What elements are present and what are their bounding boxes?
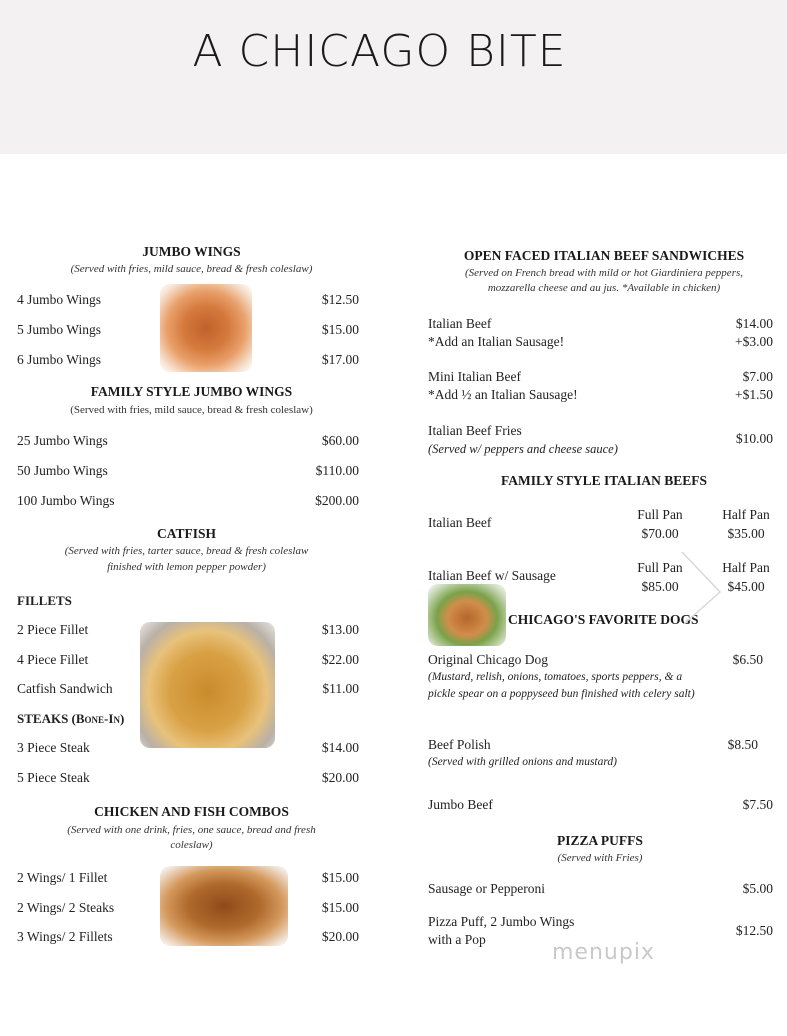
menu-item: 3 Wings/ 2 Fillets [17,929,113,944]
hot-dog-photo [428,584,506,646]
menu-price: $60.00 [321,433,359,448]
menu-price: $10.00 [735,431,773,446]
full-pan-label: Full Pan [637,560,683,575]
steaks-subheading: STEAKS (Bone-In) [17,711,125,726]
pizza-puffs-note: (Served with Fries) [557,852,643,864]
menu-item: 6 Jumbo Wings [17,352,101,367]
menu-price: $14.00 [321,740,359,755]
menu-item: Italian Beef [428,316,492,331]
menu-item: Italian Beef Fries [428,423,522,438]
menu-item: 4 Jumbo Wings [17,292,101,307]
menu-price: $110.00 [315,463,359,478]
menu-item: Beef Polish [428,737,491,752]
menu-item: 100 Jumbo Wings [17,493,115,508]
combos-note-line2: coleslaw) [170,839,213,851]
menu-price: $14.00 [735,316,773,331]
catfish-note-line2: finished with lemon pepper powder) [107,561,266,573]
menu-item: 3 Piece Steak [17,740,90,755]
family-wings-note: (Served with fries, mild sauce, bread & fresh coleslaw) [70,404,313,416]
menu-item: 4 Piece Fillet [17,652,89,667]
menu-price: $7.00 [742,369,773,384]
watermark: menupix [552,940,655,965]
menu-price: $15.00 [321,322,359,337]
jumbo-wings-heading: JUMBO WINGS [142,244,241,259]
half-pan-price: $35.00 [727,526,765,541]
menu-item-description: (Served w/ peppers and cheese sauce) [428,442,618,456]
menu-price: $12.50 [321,292,359,307]
decorative-arrow-icon [660,548,730,628]
menu-item: Italian Beef w/ Sausage [428,568,556,583]
fillets-subheading: FILLETS [17,593,72,608]
family-beef-heading: FAMILY STYLE ITALIAN BEEFS [501,473,707,488]
menu-price: $11.00 [322,681,359,696]
dogs-heading: CHICAGO'S FAVORITE DOGS [508,612,699,627]
restaurant-title: A CHICAGO BITE [192,26,567,77]
menu-item: Mini Italian Beef [428,369,521,384]
italian-beef-note-line2: mozzarella cheese and au jus. *Available in chicken) [487,282,721,294]
full-pan-price: $85.00 [641,579,679,594]
jumbo-wings-note: (Served with fries, mild sauce, bread & fresh coleslaw) [70,263,313,275]
menu-item: 50 Jumbo Wings [17,463,108,478]
jumbo-wings-photo [160,284,252,372]
menu-item: 2 Wings/ 1 Fillet [17,870,108,885]
menu-price: $6.50 [732,652,763,667]
menu-addon: *Add ½ an Italian Sausage! [428,387,578,402]
menu-item: Sausage or Pepperoni [428,881,545,896]
pizza-puffs-heading: PIZZA PUFFS [557,833,643,848]
menu-price: $200.00 [315,493,359,508]
menu-addon-price: +$3.00 [735,334,773,349]
menu-item: 25 Jumbo Wings [17,433,108,448]
full-pan-label: Full Pan [637,507,683,522]
menu-price: $15.00 [321,900,359,915]
menu-item-description: (Mustard, relish, onions, tomatoes, sports peppers, & a [428,671,683,683]
menu-item: Catfish Sandwich [17,681,113,696]
menu-item: with a Pop [428,932,486,947]
combos-heading: CHICKEN AND FISH COMBOS [94,804,289,819]
italian-beef-heading: OPEN FACED ITALIAN BEEF SANDWICHES [463,248,745,263]
half-pan-price: $45.00 [727,579,765,594]
menu-item: Original Chicago Dog [428,652,548,667]
half-pan-label: Half Pan [722,507,770,522]
italian-beef-note-line1: (Served on French bread with mild or hot Giardiniera peppers, [464,267,744,279]
menu-price: $22.00 [321,652,359,667]
header-banner [0,0,787,154]
catfish-photo [140,622,275,748]
menu-price: $5.00 [742,881,773,896]
menu-item: Italian Beef [428,515,492,530]
menu-price: $15.00 [321,870,359,885]
menu-item: 2 Wings/ 2 Steaks [17,900,115,915]
combos-note-line1: (Served with one drink, fries, one sauce, bread and fresh [67,824,316,836]
menu-price: $20.00 [321,770,359,785]
menu-item-description: (Served with grilled onions and mustard) [428,756,617,768]
menu-item: Jumbo Beef [428,797,493,812]
menu-item: 5 Jumbo Wings [17,322,101,337]
combo-photo [160,866,288,946]
menu-item: 2 Piece Fillet [17,622,89,637]
menu-item: Pizza Puff, 2 Jumbo Wings [428,914,575,929]
menu-item: 5 Piece Steak [17,770,90,785]
menu-price: $17.00 [321,352,359,367]
menu-addon: *Add an Italian Sausage! [428,334,565,349]
catfish-heading: CATFISH [156,526,216,541]
catfish-note-line1: (Served with fries, tarter sauce, bread & fresh coleslaw [64,545,309,557]
menu-price: $7.50 [742,797,773,812]
menu-price: $13.00 [321,622,359,637]
menu-item-description: pickle spear on a poppyseed bun finished with celery salt) [428,688,695,700]
menu-price: $20.00 [321,929,359,944]
full-pan-price: $70.00 [641,526,679,541]
family-wings-heading: FAMILY STYLE JUMBO WINGS [90,384,293,399]
menu-price: $12.50 [735,923,773,938]
menu-addon-price: +$1.50 [735,387,773,402]
half-pan-label: Half Pan [722,560,770,575]
menu-price: $8.50 [727,737,758,752]
